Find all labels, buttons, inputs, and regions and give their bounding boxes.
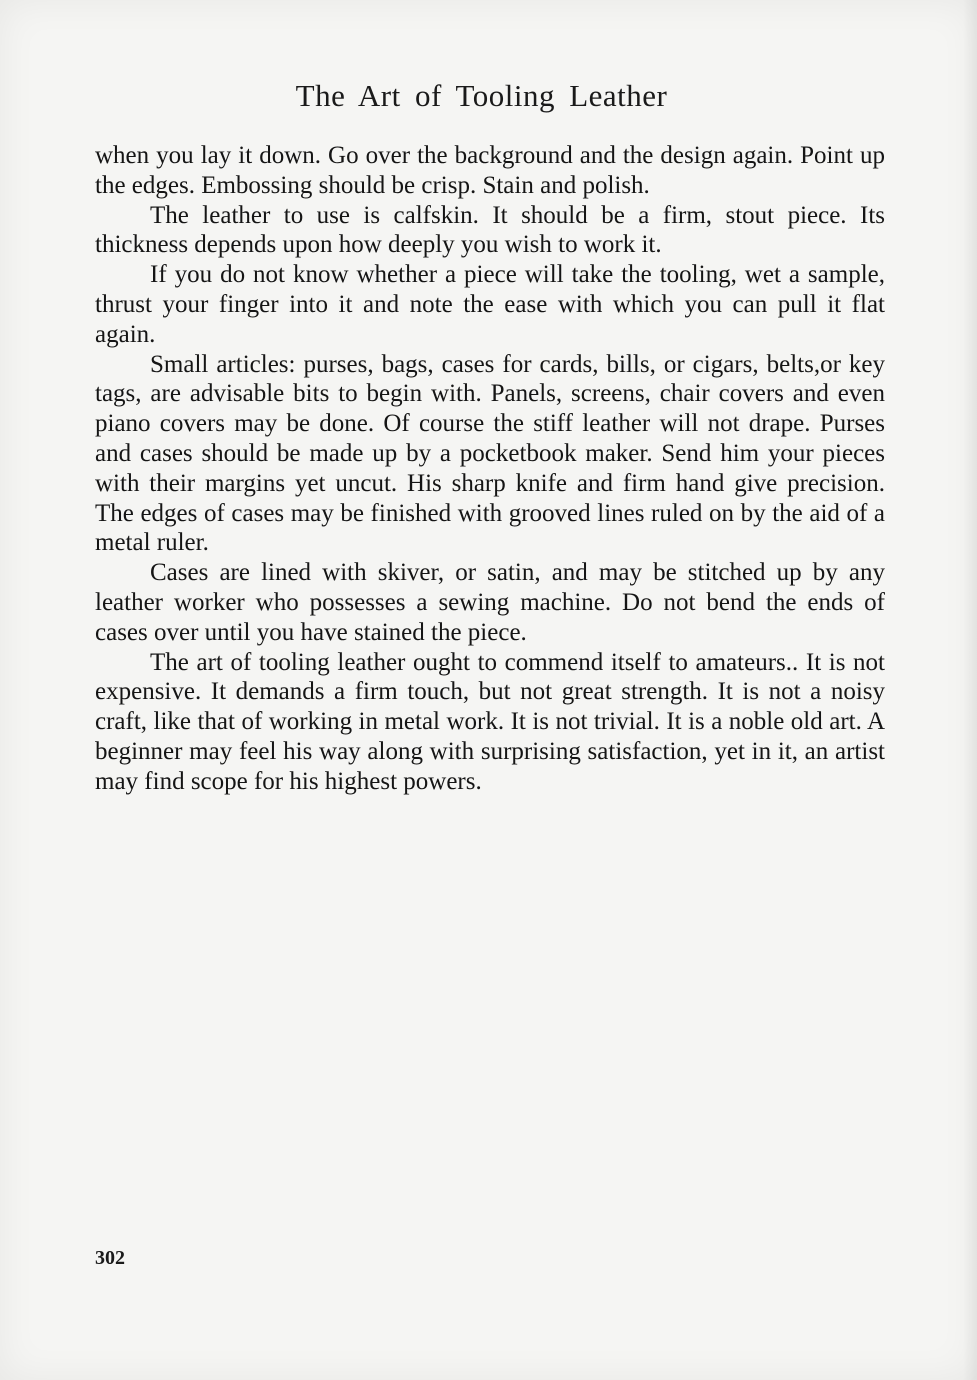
paragraph: Small articles: purses, bags, cases for cards, bills, or cigars, belts,or key tags, are advisable bits to begin with. Panels, screens, chair covers and even piano covers may be done. Of course the stiff leather will not drape. Purses and cases should be made up by a pocketbook maker. Send him your pieces with their margins yet uncut. His sharp knife and firm hand give precision. The edges of cases may be finished with grooved lines ruled on by the aid of a metal ruler.	[95, 350, 885, 557]
page-edge-shadow	[963, 0, 977, 1380]
paragraph: when you lay it down. Go over the background and the design again. Point up the edges. Embossing should be crisp. Stain and polish.	[95, 142, 885, 199]
paragraph: If you do not know whether a piece will take the tooling, wet a sample, thrust your finger into it and note the ease with which you can pull it flat again.	[95, 261, 885, 348]
paragraph: The art of tooling leather ought to commend itself to amateurs.. It is not expensive. It demands a firm touch, but not great strength. It is not a noisy craft, like that of working in metal work. It is not trivial. It is a noble old art. A beginner may feel his way along with surprising satisfaction, yet in it, an artist may find scope for his highest powers.	[95, 648, 885, 795]
running-head: The Art of Tooling Leather	[295, 78, 668, 113]
paragraph: The leather to use is calfskin. It should be a firm, stout piece. Its thickness depends upon how deeply you wish to work it.	[95, 201, 885, 259]
body-text	[95, 141, 885, 797]
paragraph: Cases are lined with skiver, or satin, and may be stitched up by any leather worker who possesses a sewing machine. Do not bend the ends of cases over until you have stained the piece.	[95, 559, 885, 646]
page-number: 302	[95, 1247, 125, 1269]
